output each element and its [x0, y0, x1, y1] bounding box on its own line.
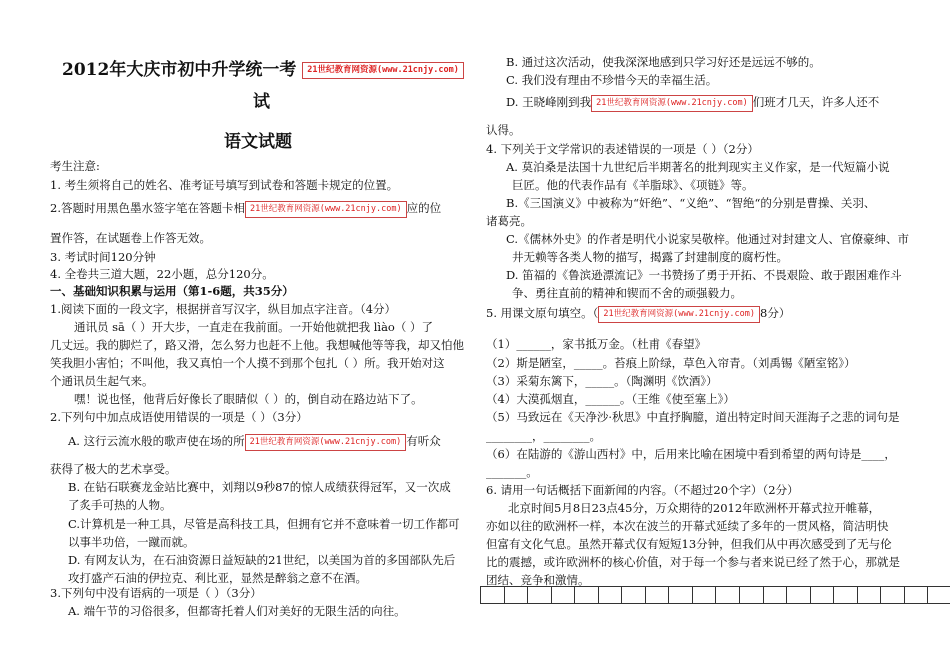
option-a: A. 端午节的习俗很多，但都寄托着人们对美好的无限生活的向往。: [68, 604, 406, 618]
notice-item: 3. 考试时间120分钟: [50, 250, 156, 264]
watermark-stamp: 21世纪教育网资源(www.21cnjy.com): [591, 95, 753, 112]
question-4: 4. 下列关于文学常识的表述错误的一项是（ ）（2分）: [486, 142, 759, 156]
news-text: 比的震撼，或许欧洲杯的核心价值，对于每一个参与者来说已经了然于心，那就是: [486, 555, 900, 569]
news-text: 北京时间5月8日23点45分，万众期待的2012年欧洲杯开幕式拉开帷幕，: [508, 501, 881, 515]
answer-grid-cell[interactable]: [575, 587, 599, 603]
option-text: 巨匠。他的代表作品有《羊脂球》、《项链》等。: [512, 178, 754, 192]
answer-grid-cell[interactable]: [552, 587, 576, 603]
answer-grid-cell[interactable]: [505, 587, 529, 603]
option-text: 认得。: [486, 123, 521, 137]
fill-blank: （3）采菊东篱下，_____。（陶渊明《饮酒》）: [486, 374, 718, 388]
question-5: 5. 用课文原句填空。（ 21世纪教育网资源(www.21cnjy.com) 8分）: [486, 305, 790, 323]
question-text: 几丈远。我的脚烂了，路又滑，怎么努力也赶不上他。我想喊他等等我，却又怕他: [50, 338, 464, 352]
watermark-stamp: 21世纪教育网资源(www.21cnjy.com): [245, 434, 407, 451]
fill-blank: （5）马致远在《天净沙·秋思》中直抒胸臆，道出特定时间天涯海子之悲的词句是: [486, 410, 900, 424]
question-2: 2.下列句中加点成语使用错误的一项是（ ）（3分）: [50, 410, 308, 424]
answer-grid-cell[interactable]: [764, 587, 788, 603]
answer-grid-cell[interactable]: [787, 587, 811, 603]
option-text: 攻打盛产石油的伊拉克、利比亚，显然是醉翁之意不在酒。: [68, 571, 367, 585]
fill-blank: （1）______，家书抵万金。（杜甫《春望》: [486, 337, 707, 351]
option-text: 井无赖等各类人物的描写，揭露了封建制度的腐朽性。: [512, 250, 788, 264]
answer-grid-cell[interactable]: [528, 587, 552, 603]
page-title: 2012年大庆市初中升学统一考 21世纪教育网资源(www.21cnjy.com): [62, 62, 464, 79]
answer-grid-cell[interactable]: [646, 587, 670, 603]
option-a: A. 这行云流水般的歌声使在场的所 21世纪教育网资源(www.21cnjy.com) 有听众: [68, 433, 441, 451]
answer-grid-cell[interactable]: [740, 587, 764, 603]
option-b: B.《三国演义》中被称为“奸绝”、“义绝”、“智绝“的分别是曹操、关羽、: [506, 196, 876, 210]
section-heading: 一、基础知识积累与运用（第1-6题，共35分）: [50, 284, 294, 298]
answer-grid-cell[interactable]: [858, 587, 882, 603]
answer-grid-cell[interactable]: [669, 587, 693, 603]
option-c: C.《儒林外史》的作者是明代小说家吴敬梓。他通过对封建文人、官僚豪绅、市: [506, 232, 910, 246]
option-text: 获得了极大的艺术享受。: [50, 462, 177, 476]
answer-grid-cell[interactable]: [716, 587, 740, 603]
answer-grid[interactable]: [480, 586, 950, 604]
answer-grid-cell[interactable]: [834, 587, 858, 603]
notice-heading: 考生注意:: [50, 159, 100, 173]
option-d: D. 有网友认为，在石油资源日益短缺的21世纪，以美国为首的多国部队先后: [68, 553, 456, 567]
option-text: 诸葛亮。: [486, 214, 532, 228]
option-b: B. 在钻石联赛龙金站比赛中，刘翔以9秒87的惊人成绩获得冠军，又一次成: [68, 480, 451, 494]
watermark-stamp: 21世纪教育网资源(www.21cnjy.com): [302, 62, 464, 79]
notice-item: 4. 全卷共三道大题，22小题，总分120分。: [50, 267, 274, 281]
news-text: 但富有文化气息。虽然开幕式仅有短短13分钟，但我们从中再次感受到了无与伦: [486, 537, 892, 551]
option-d: D. 王晓峰刚到我 21世纪教育网资源(www.21cnjy.com) 们班才几天，许多人还不: [506, 94, 879, 112]
fill-blank: （4）大漠孤烟直，______。（王维《使至塞上》）: [486, 392, 735, 406]
answer-grid-cell[interactable]: [881, 587, 905, 603]
question-text: 笑我胆小害怕；不叫他，我又真怕一个人摸不到那个包扎（ ）所。我开始对这: [50, 356, 445, 370]
option-b: B. 通过这次活动，使我深深地感到只学习好还是远远不够的。: [506, 55, 821, 69]
option-a: A. 莫泊桑是法国十九世纪后半期著名的批判现实主义作家，是一代短篇小说: [506, 160, 890, 174]
question-text: 通讯员 sā（ ）开大步，一直走在我前面。一开始他就把我 lìào（ ）了: [74, 320, 434, 334]
fill-blank: （2）斯是陋室，_____。苔痕上阶绿，草色入帘青。（刘禹锡《陋室铭》）: [486, 356, 856, 370]
notice-item: 置作答，在试题卷上作答无效。: [50, 231, 211, 245]
fill-blank: _______。: [486, 465, 538, 479]
news-text: 亦如以往的欧洲杯一样，本次在波兰的开幕式延续了多年的一贯风格，简洁明快: [486, 519, 889, 533]
answer-grid-cell[interactable]: [928, 587, 950, 603]
option-d: D. 笛福的《鲁滨逊漂流记》一书赞扬了勇于开拓、不畏艰险、敢于跟困难作斗: [506, 268, 902, 282]
option-text: 了炙手可热的人物。: [68, 498, 172, 512]
option-text: 争、勇往直前的精神和锲而不舍的顽强毅力。: [512, 286, 742, 300]
answer-grid-cell[interactable]: [905, 587, 929, 603]
answer-grid-cell[interactable]: [693, 587, 717, 603]
answer-grid-cell[interactable]: [481, 587, 505, 603]
question-text: 嘿！说也怪，他背后好像长了眼睛似（ ）的，倒自动在路边站下了。: [74, 392, 423, 406]
option-c: C. 我们没有理由不珍惜今天的幸福生活。: [506, 73, 718, 87]
watermark-stamp: 21世纪教育网资源(www.21cnjy.com): [598, 306, 760, 323]
option-c: C.计算机是一种工具，尽管是高科技工具，但拥有它并不意味着一切工作都可: [68, 517, 460, 531]
fill-blank: ________，________。: [486, 429, 601, 443]
option-text: 以事半功倍，一蹴而就。: [68, 535, 195, 549]
notice-item: 2.答题时用黑色墨水签字笔在答题卡相 21世纪教育网资源(www.21cnjy.com) 应的位: [50, 200, 441, 218]
question-3: 3.下列句中没有语病的一项是（ ）（3分）: [50, 586, 262, 600]
answer-grid-cell[interactable]: [599, 587, 623, 603]
question-1: 1.阅读下面的一段文字，根据拼音写汉字，纵目加点字注音。（4分）: [50, 302, 397, 316]
answer-grid-cell[interactable]: [622, 587, 646, 603]
question-6: 6. 请用一句话概括下面新闻的内容。（不超过20个字）（2分）: [486, 483, 799, 497]
answer-grid-cell[interactable]: [811, 587, 835, 603]
page-subtitle: 语文试题: [224, 132, 292, 152]
news-text: 团结、竞争和激情。: [486, 573, 590, 587]
watermark-stamp: 21世纪教育网资源(www.21cnjy.com): [245, 201, 407, 218]
fill-blank: （6）在陆游的《游山西村》中，后用来比喻在困境中看到希望的两句诗是____，: [486, 447, 896, 461]
question-text: 个通讯员生起气来。: [50, 374, 154, 388]
notice-item: 1. 考生须将自己的姓名、准考证号填写到试卷和答题卡规定的位置。: [50, 178, 399, 192]
page-title-cont: 试: [253, 92, 270, 112]
